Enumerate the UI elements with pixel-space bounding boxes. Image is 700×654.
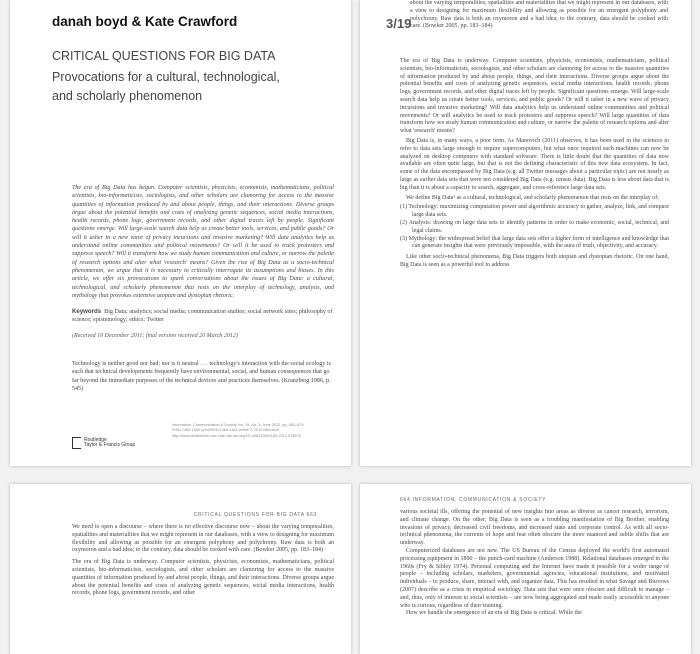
abstract: The era of Big Data has begun. Computer scientists, physicists, economists, mathematicians, political scientists, bio-informaticists, sociologists, and other scholars are clamoring for access to the massive quantities of information produced by and about people, things, and their interactions. Diverse groups argue about the potential benefits and costs of analyzing genetic sequences, social media interactions, health records, phone logs, government records, and other digital traces left by people. Significant questions emerge. Will large-scale search data help us create better tools, services, and public goods? Or will it usher in a new wave of privacy incursions and invasive marketing? Will data analytics help us understand online communities and political movements? Or will it be used to track protesters and suppress speech? Will it transform how we study human communication and culture, or narrow the palette of research options and alter what 'research' means? Given the rise of Big Data as a socio-technical phenomenon, we argue that it is necessary to critically interrogate its assumptions and biases. In this article, we offer six provocations to spark conversations about the issues of Big Data: a cultural, technological, and scholarly phenomenon that rests on the interplay of technology, analysis, and mythology that provokes extensive utopian and dystopian rhetoric. <box>72 185 334 299</box>
epigraph-quote: Technology is neither good nor bad; nor is it neutral . . . technology's interaction with the social ecology is such that technical developments frequently have environmental, social, and human consequences that go far beyond the immediate purposes of the technical devices and practices themselves. (Kranzberg 1986, p. 545) <box>72 361 331 392</box>
paragraph: How we handle the emergence of an era of Big Data is critical. While the <box>406 610 582 617</box>
paragraph: Like other socio-technical phenomena, Big Data triggers both utopian and dystopian rhetoric. On one hand, Big Data is seen as a powerful tool to address <box>400 254 669 268</box>
list-item: (1) Technology: maximizing computation power and algorithmic accuracy to gather, analyze, link, and compare large data sets. <box>400 204 669 219</box>
list-item: (3) Mythology: the widespread belief that large data sets offer a higher form of intelligence and knowledge that can generate insights that were previously impossible, with the aura of truth, objectivity, and accuracy. <box>400 235 669 250</box>
publisher-logo <box>72 437 135 449</box>
paragraph: Computerized databases are not new. The US Bureau of the Census deployed the world's first automated processing equipment in 1890 – the punch-card machine (Anderson 1988). Relational databases emerged in the 1960s (Fry & Sibley 1974). Personal computing and the Internet have made it possible for a wider range of people – including scholars, marketers, governmental agencies, educational institutions, and motivated individuals – to produce, share, interact with, and organize data. This has resulted in what Savage and Burrows (2007) describe as a crisis in empirical sociology. Data sets that were once obscure and difficult to manage – and, thus, only of interest to social scientists – are now being aggregated and made easily accessible to anyone who is curious, regardless of their training. <box>400 547 669 609</box>
publisher-group: Taylor & Francis Group <box>84 442 136 448</box>
paragraph: Big Data is, in many ways, a poor term. As Manovich (2011) observes, it has been used in the sciences to refer to data sets large enough to require supercomputers, but what once required such machines can now be analyzed on desktop computers with standard software. There is little doubt that the quantities of data now available are often quite large, but that is not the defining characteristic of this new data ecosystem. In fact, some of the data encompassed by Big Data (e.g. all Twitter messages about a particular topic) are not nearly as large as earlier data sets that were not considered Big Data (e.g. census data). Big Data is less about data that is big than it is about a capacity to search, aggregate, and cross-reference large data sets. <box>400 137 669 191</box>
running-head: 664 INFORMATION, COMMUNICATION & SOCIETY <box>400 497 547 503</box>
journal-info <box>172 423 337 439</box>
article-subtitle: Provocations for a cultural, technological, and scholarly phenomenon <box>52 70 280 103</box>
page-663 <box>10 484 351 654</box>
paragraph: We define Big Data¹ as a cultural, technological, and scholarly phenomenon that rests on the interplay of: <box>406 194 659 201</box>
routledge-r-icon <box>72 437 81 449</box>
article-authors: danah boyd & Kate Crawford <box>52 14 238 29</box>
running-head: CRITICAL QUESTIONS FOR BIG DATA 663 <box>193 512 317 518</box>
paragraph: various societal ills, offering the potential of new insights into areas as diverse as cancer research, terrorism, and climate change. On the other, Big Data is seen as a troubling manifestation of Big Brother, enabling invasions of privacy, decreased civil freedoms, and increased state and corporate control. As with all socio-technical phenomena, the currents of hope and fear often obscure the more nuanced and subtle shifts that are underway. <box>400 509 669 547</box>
definition-list <box>400 204 669 251</box>
journal-citation: Information, Communication & Society Vol. 15, No. 5, June 2012, pp. 662–679 <box>172 423 304 427</box>
received-date: (Received 10 December 2011; final version received 20 March 2012) <box>72 333 238 339</box>
article-title: CRITICAL QUESTIONS FOR BIG DATA <box>52 49 276 63</box>
paragraph: We need to open a discourse – where there is no effective discourse now – about the varying temporalities, spatialities and materialities that we might represent in our databases, with a view to designing for maximum flexibility and allowing as possible for an emergent polyphony and polychrony. Raw data is both an oxymoron and a bad idea; to the contrary, data should be cooked with care. (Bowker 2005, pp. 183–184) <box>72 524 334 554</box>
page-body-1 <box>360 0 691 466</box>
page-indicator: 3/19 <box>386 16 412 31</box>
paragraph: The era of Big Data is underway. Computer scientists, physicists, economists, mathematicians, political scientists, bio-informaticists, sociologists, and other scholars are clamoring for access to the massive quantities of information produced by and about people, things, and their interactions. Diverse groups argue about the potential benefits and costs of analyzing genetic sequences, social media interactions, health records, phone logs, government records, and other <box>72 559 334 597</box>
body-text <box>72 524 334 602</box>
keywords-label: Keywords <box>72 308 102 315</box>
list-item: (2) Analysis: drawing on large data sets to identify patterns in order to make economic, social, technical, and legal claims. <box>400 219 669 234</box>
publisher-name: Routledge <box>84 436 107 443</box>
page-663-title <box>10 0 351 466</box>
journal-urls: http://www.tandfonline.com http://dx.doi.org/10.1080/1369118X.2012.678878 <box>172 433 301 438</box>
continued-quote: about the varying temporalities, spatialities and materialities that we might represent in our databases, with a view to designing for maximum flexibility and allowing as possible for an emergent polyphony and polychrony. Raw data is both an oxymoron and a bad idea; to the contrary, data should be cooked with care. (Bowker 2005, pp. 183–184) <box>410 0 668 30</box>
body-text <box>400 509 669 618</box>
keywords-list: Big Data; analytics; social media; communication studies; social network sites; philosophy of science; epistemology; ethics; Twitter <box>72 309 333 324</box>
body-text <box>400 58 669 272</box>
keywords <box>72 308 334 325</box>
journal-issn: ISSN 1369-118X print/ISSN 1468-4462 online © 2012 Microsoft <box>172 428 279 433</box>
page-664 <box>360 484 691 654</box>
paragraph: The era of Big Data is underway. Computer scientists, physicists, economists, mathematicians, political scientists, bio-informaticists, sociologists, and other scholars are clamoring for access to the massive quantities of information produced by and about people, things, and their interactions. Diverse groups argue about the potential benefits and costs of analyzing genetic sequences, social media interactions, health records, phone logs, government records, and other digital traces left by people. Significant questions emerge. Will large-scale search data help us create better tools, services, and public goods? Or will it usher in a new wave of privacy incursions and invasive marketing? Will data analytics help us understand online communities and political movements? Or will analytics be used to track protesters and suppress speech? Will large quantities of data transform how we study human communication and culture, or narrow the palette of research options and alter what 'research' means? <box>400 58 669 135</box>
